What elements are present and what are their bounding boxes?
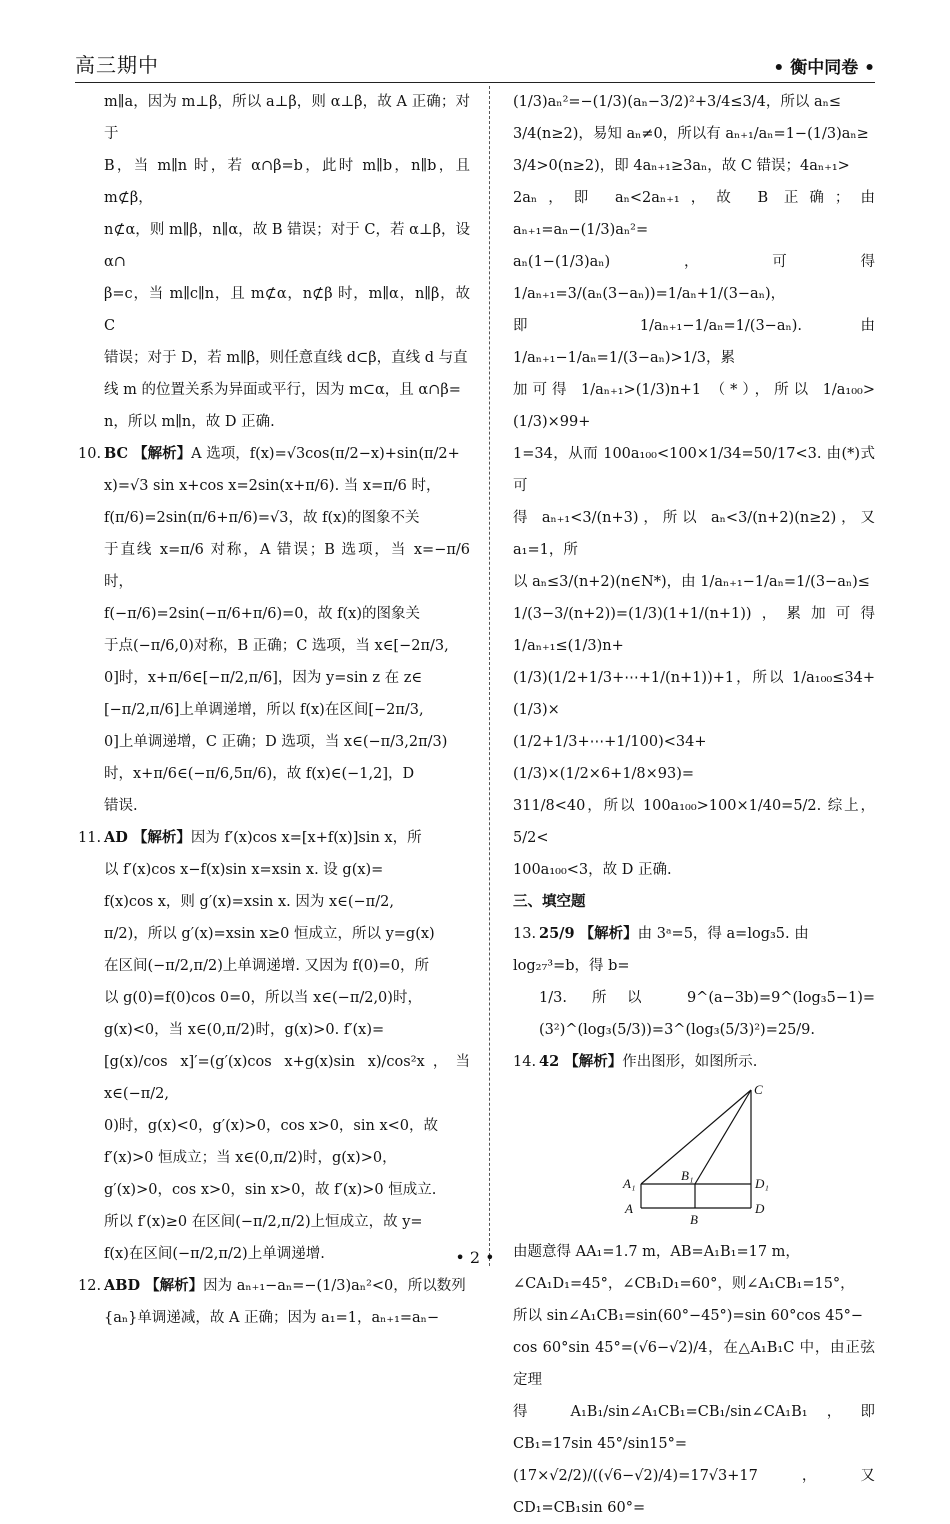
geometry-figure	[513, 1082, 875, 1232]
text-line: 错误.	[104, 798, 138, 814]
answer-tag: 42 【解析】	[539, 1053, 623, 1070]
question-11	[78, 822, 470, 1270]
text-line: 错误；对于 D，若 m∥β，则任意直线 d⊂β，直线 d 与直	[104, 350, 468, 366]
text-line: 0]上单调递增，C 正确；D 选项，当 x∈(−π/3,2π/3)	[104, 734, 448, 750]
text-line: 2aₙ，即 aₙ<2aₙ₊₁，故 B 正确；由 aₙ₊₁=aₙ−(1/3)aₙ²=	[513, 190, 875, 238]
text-line: 1=34，从而 100a₁₀₀<100×1/34=50/17<3. 由(*)式可	[513, 446, 875, 494]
text-line: 加可得 1/aₙ₊₁>(1/3)n+1 （*），所以 1/a₁₀₀>(1/3)×99+	[513, 382, 875, 430]
text-line: 所以 sin∠A₁CB₁=sin(60°−45°)=sin 60°cos 45°−	[513, 1308, 864, 1324]
text-line: [g(x)/cos x]′=(g′(x)cos x+g(x)sin x)/cos²x，当 x∈(−π/2,	[104, 1054, 470, 1102]
text-line: 0)时，g(x)<0，g′(x)>0，cos x>0，sin x<0，故	[104, 1118, 439, 1134]
text-line: (1/2+1/3+⋯+1/100)<34+(1/3)×(1/2×6+1/8×93)=	[513, 734, 707, 782]
text-line: 1/(3−3/(n+2))=(1/3)(1+1/(n+1))，累加可得 1/aₙ₊₁≤(1/3)n+	[513, 606, 875, 654]
text-line: cos 60°sin 45°=(√6−√2)/4，在△A₁B₁C 中，由正弦定理	[513, 1340, 875, 1388]
text-line: g(x)<0，当 x∈(0,π/2)时，g(x)>0. f′(x)=	[104, 1022, 385, 1038]
text-line: (1/3)(1/2+1/3+⋯+1/(n+1))+1，所以 1/a₁₀₀≤34+(1/3)×	[513, 670, 875, 718]
text-line: 时，x+π/6∈(−π/6,5π/6)，故 f(x)∈(−1,2]，D	[104, 766, 415, 782]
label-a: A	[625, 1201, 633, 1216]
line-a1-c	[641, 1090, 751, 1184]
question-number: 13.	[513, 926, 537, 942]
text-line: ∠CA₁D₁=45°，∠CB₁D₁=60°，则∠A₁CB₁=15°，	[513, 1276, 855, 1292]
question-13	[513, 918, 875, 1046]
header-brand: • 衡中同卷 •	[773, 58, 875, 78]
text-line: aₙ(1−(1/3)aₙ)，可得 1/aₙ₊₁=3/(aₙ(3−aₙ))=1/aₙ+1/(3−aₙ)，	[513, 254, 875, 302]
text-line: 以 f′(x)cos x−f(x)sin x=xsin x. 设 g(x)=	[104, 862, 384, 878]
question-number: 10.	[78, 446, 102, 462]
label-b1: B₁	[681, 1168, 694, 1183]
text-line: 作出图形，如图所示.	[622, 1054, 758, 1070]
question-number: 12.	[78, 1278, 102, 1294]
q9-continuation	[78, 86, 470, 438]
text-line: n，所以 m∥n，故 D 正确.	[104, 414, 275, 430]
text-line: 由 3ᵃ=5，得 a=log₃5. 由 log₂₇³=b，得 b=	[513, 926, 809, 974]
text-line: 得 aₙ₊₁<3/(n+3)，所以 aₙ<3/(n+2)(n≥2)，又 a₁=1，所	[513, 510, 875, 558]
text-line: 100a₁₀₀<3，故 D 正确.	[513, 862, 672, 878]
text-line: 0]时，x+π/6∈[−π/2,π/6]，因为 y=sin z 在 z∈	[104, 670, 423, 686]
text-line: 得 A₁B₁/sin∠A₁CB₁=CB₁/sin∠CA₁B₁，即 CB₁=17sin 45°/sin15°=	[513, 1404, 875, 1452]
text-line: n⊄α，则 m∥β，n∥α，故 B 错误；对于 C，若 α⊥β，设 α∩	[104, 222, 470, 270]
text-line: 线 m 的位置关系为异面或平行，因为 m⊂α，且 α∩β=	[104, 382, 461, 398]
left-column	[78, 86, 470, 1334]
answer-tag: AD 【解析】	[104, 829, 191, 846]
page-number: • 2 •	[455, 1248, 495, 1267]
text-line: 在区间(−π/2,π/2)上单调递增. 又因为 f(0)=0，所	[104, 958, 429, 974]
right-column	[513, 86, 875, 1524]
line-b1-c	[695, 1090, 751, 1184]
text-line: 以 g(0)=f(0)cos 0=0，所以当 x∈(−π/2,0)时，	[104, 990, 422, 1006]
text-line: (17×√2/2)/((√6−√2)/4)=17√3+17，又 CD₁=CB₁sin 60°=	[513, 1468, 875, 1516]
label-a1: A₁	[623, 1176, 636, 1191]
text-line: 由题意得 AA₁=1.7 m，AB=A₁B₁=17 m，	[513, 1244, 800, 1260]
text-line: 以 aₙ≤3/(n+2)(n∈N*)，由 1/aₙ₊₁−1/aₙ=1/(3−aₙ)≤	[513, 574, 870, 590]
page-header	[75, 48, 875, 83]
text-line: 因为 f′(x)cos x=[x+f(x)]sin x，所	[190, 830, 422, 846]
text-line: B，当 m∥n 时，若 α∩β=b，此时 m∥b，n∥b，且 m⊄β，	[104, 158, 470, 206]
text-line: f(x)在区间(−π/2,π/2)上单调递增.	[104, 1246, 325, 1262]
geometry-svg	[513, 1082, 875, 1232]
question-14	[513, 1046, 875, 1524]
answer-tag: ABD 【解析】	[104, 1277, 204, 1294]
text-line: x)=√3 sin x+cos x=2sin(x+π/6). 当 x=π/6 时，	[104, 478, 441, 494]
text-line: [−π/2,π/6]上单调递增，所以 f(x)在区间[−2π/3,	[104, 702, 424, 718]
text-line: 3/4(n≥2)，易知 aₙ≠0，所以有 aₙ₊₁/aₙ=1−(1/3)aₙ≥	[513, 126, 869, 142]
question-12	[78, 1270, 470, 1334]
text-line: 1/3. 所以 9^(a−3b)=9^(log₃5−1)=(3²)^(log₃(5/3))=3^(log₃(5/3)²)=25/9.	[539, 990, 875, 1038]
text-line: f′(x)>0 恒成立；当 x∈(0,π/2)时，g(x)>0，	[104, 1150, 397, 1166]
text-line: m∥a，因为 m⊥β，所以 a⊥β，则 α⊥β，故 A 正确；对于	[104, 94, 470, 142]
text-line: A 选项，f(x)=√3cos(π/2−x)+sin(π/2+	[191, 446, 460, 462]
column-divider	[489, 86, 490, 1266]
text-line: f(π/6)=2sin(π/6+π/6)=√3，故 f(x)的图象不关	[104, 510, 420, 526]
text-line: 于点(−π/6,0)对称，B 正确；C 选项，当 x∈[−2π/3,	[104, 638, 449, 654]
text-line: 所以 f′(x)≥0 在区间(−π/2,π/2)上恒成立，故 y=	[104, 1214, 423, 1230]
question-number: 11.	[78, 830, 102, 846]
label-c: C	[754, 1082, 763, 1097]
answer-tag: BC 【解析】	[104, 445, 192, 462]
section-heading: 三、填空题	[513, 893, 586, 910]
text-line: {aₙ}单调递减，故 A 正确；因为 a₁=1，aₙ₊₁=aₙ−	[104, 1310, 440, 1326]
q12-continuation	[513, 86, 875, 886]
text-line: f(x)cos x，则 g′(x)=xsin x. 因为 x∈(−π/2,	[104, 894, 394, 910]
question-number: 14.	[513, 1054, 537, 1070]
answer-tag: 25/9 【解析】	[539, 925, 638, 942]
text-line: g′(x)>0，cos x>0，sin x>0，故 f′(x)>0 恒成立.	[104, 1182, 437, 1198]
header-title: 高三期中	[75, 53, 159, 77]
text-line: 311/8<40，所以 100a₁₀₀>100×1/40=5/2. 综上，5/2<	[513, 798, 875, 846]
text-line: 于直线 x=π/6 对称，A 错误；B 选项，当 x=−π/6 时，	[104, 542, 470, 590]
text-line: π/2)，所以 g′(x)=xsin x≥0 恒成立，所以 y=g(x)	[104, 926, 435, 942]
question-10	[78, 438, 470, 822]
text-line: 即 1/aₙ₊₁−1/aₙ=1/(3−aₙ). 由 1/aₙ₊₁−1/aₙ=1/(3−aₙ)>1/3，累	[513, 318, 875, 366]
label-d1: D₁	[755, 1176, 769, 1191]
text-line: 3/4>0(n≥2)，即 4aₙ₊₁≥3aₙ，故 C 错误；4aₙ₊₁>	[513, 158, 850, 174]
text-line: β=c，当 m∥c∥n，且 m⊄α，n⊄β 时，m∥α，n∥β，故 C	[104, 286, 470, 334]
label-d: D	[755, 1201, 765, 1216]
text-line: f(−π/6)=2sin(−π/6+π/6)=0，故 f(x)的图象关	[104, 606, 420, 622]
text-line: 因为 aₙ₊₁−aₙ=−(1/3)aₙ²<0，所以数列	[203, 1278, 466, 1294]
label-b: B	[690, 1212, 698, 1227]
text-line: (1/3)aₙ²=−(1/3)(aₙ−3/2)²+3/4≤3/4，所以 aₙ≤	[513, 94, 842, 110]
